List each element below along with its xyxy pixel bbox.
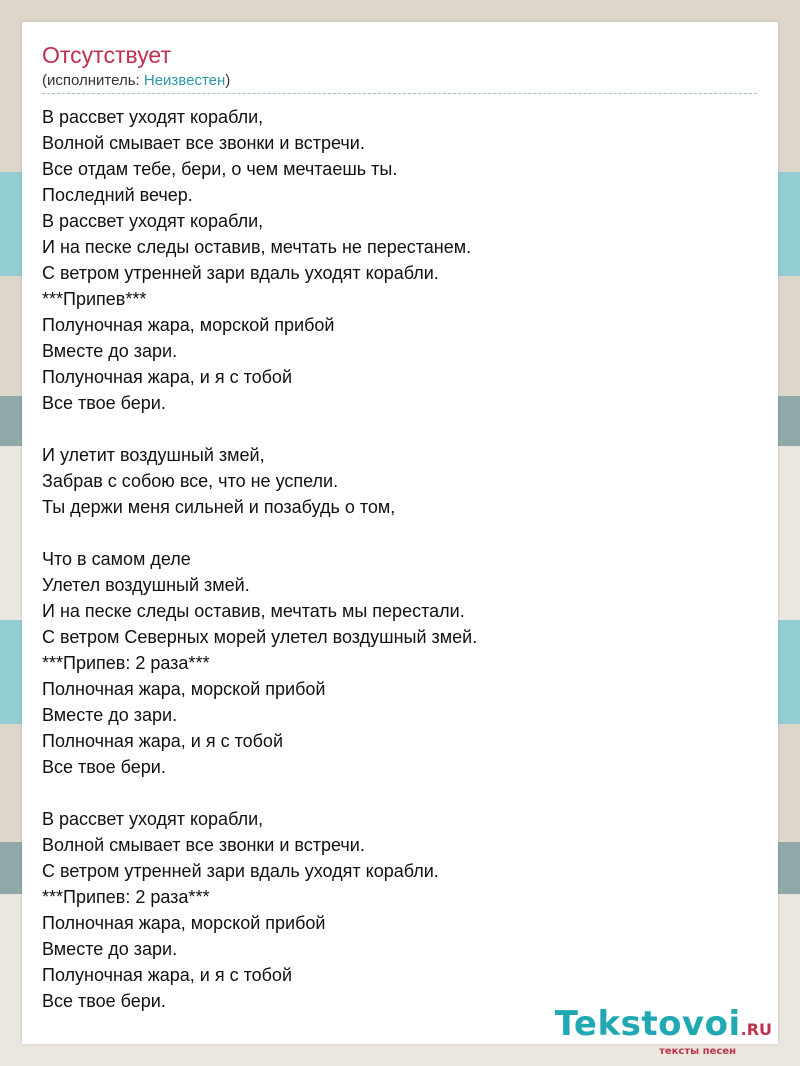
- lyric-line: Все твое бери.: [42, 393, 166, 413]
- lyric-line: Полночная жара, и я с тобой: [42, 731, 283, 751]
- lyric-line: Все отдам тебе, бери, о чем мечтаешь ты.: [42, 159, 398, 179]
- lyric-line: Все твое бери.: [42, 991, 166, 1011]
- artist-suffix: ): [225, 72, 231, 89]
- lyric-line: [42, 520, 762, 546]
- lyric-line: В рассвет уходят корабли,: [42, 809, 264, 829]
- artist-line: [42, 72, 230, 89]
- lyric-line: [42, 780, 762, 806]
- lyric-line: ***Припев: 2 раза***: [42, 887, 210, 907]
- logo-name: Tekstovoi: [554, 1004, 741, 1044]
- lyric-line: И улетит воздушный змей,: [42, 445, 265, 465]
- lyric-line: Вместе до зари.: [42, 341, 178, 361]
- lyric-line: Полуночная жара, и я с тобой: [42, 965, 292, 985]
- lyric-line: Все твое бери.: [42, 757, 166, 777]
- lyric-line: ***Припев***: [42, 289, 147, 309]
- lyrics-text: [42, 104, 762, 1014]
- lyric-line: [42, 416, 762, 442]
- lyric-line: С ветром Северных морей улетел воздушный змей.: [42, 627, 478, 647]
- site-logo[interactable]: [554, 1004, 772, 1057]
- lyric-line: И на песке следы оставив, мечтать мы перестали.: [42, 601, 465, 621]
- lyric-line: Полночная жара, морской прибой: [42, 679, 326, 699]
- lyric-line: Полуночная жара, и я с тобой: [42, 367, 292, 387]
- lyric-line: Забрав с собою все, что не успели.: [42, 471, 339, 491]
- lyric-line: Волной смывает все звонки и встречи.: [42, 835, 365, 855]
- lyric-line: С ветром утренней зари вдаль уходят корабли.: [42, 861, 439, 881]
- lyric-line: Что в самом деле: [42, 549, 191, 569]
- logo-tld: .RU: [740, 1020, 772, 1039]
- lyric-line: В рассвет уходят корабли,: [42, 107, 264, 127]
- lyrics-card: [22, 22, 778, 1057]
- lyric-line: И на песке следы оставив, мечтать не перестанем.: [42, 237, 472, 257]
- lyric-line: Волной смывает все звонки и встречи.: [42, 133, 365, 153]
- song-title: Отсутствует: [42, 42, 171, 68]
- lyric-line: Ты держи меня сильней и позабудь о том,: [42, 497, 396, 517]
- lyric-line: ***Припев: 2 раза***: [42, 653, 210, 673]
- artist-link[interactable]: Неизвестен: [143, 72, 226, 89]
- lyric-line: С ветром утренней зари вдаль уходят корабли.: [42, 263, 439, 283]
- lyric-line: Вместе до зари.: [42, 939, 178, 959]
- lyric-line: В рассвет уходят корабли,: [42, 211, 264, 231]
- artist-prefix: (исполнитель:: [42, 72, 144, 89]
- lyric-line: Вместе до зари.: [42, 705, 178, 725]
- lyric-line: Полуночная жара, морской прибой: [42, 315, 335, 335]
- lyric-line: Полночная жара, морской прибой: [42, 913, 326, 933]
- lyric-line: Последний вечер.: [42, 185, 193, 205]
- divider: [42, 93, 757, 94]
- lyric-line: Улетел воздушный змей.: [42, 575, 250, 595]
- logo-tagline: тексты песен: [659, 1046, 736, 1057]
